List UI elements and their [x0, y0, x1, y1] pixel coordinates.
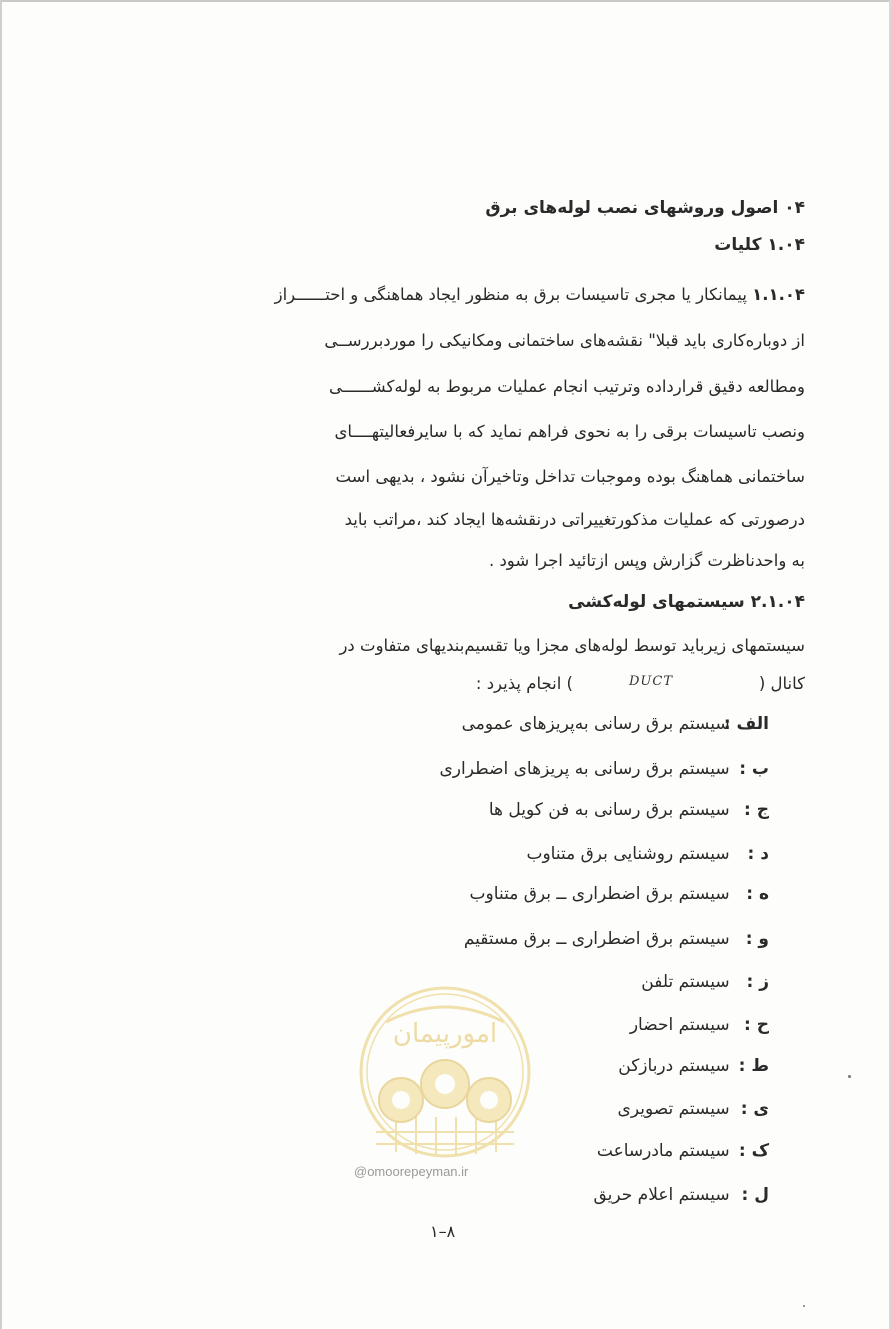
list-item-text: سیستم روشنایی برق متناوب [526, 844, 730, 864]
list-item-text: سیستم تصویری [617, 1099, 730, 1119]
list-item-key: ی : [740, 1099, 769, 1119]
list-item-text: سیستم دربازکن [618, 1056, 730, 1076]
list-item-text: سیستم برق اضطراری ــ برق مستقیم [463, 929, 730, 949]
section-1-line-3: ومطالعه دقیق قرارداده وترتیب انجام عملیات مربوط به لوله‌کشــــــی [328, 377, 805, 396]
list-item [489, 800, 769, 820]
duct-term: DUCT [629, 674, 673, 689]
section-1-line-2: از دوباره‌کاری باید قبلا" نقشه‌های ساختمانی ومکانیکی را موردبررســی [324, 331, 805, 350]
list-item-key: ه : [746, 884, 769, 904]
list-item [597, 1141, 769, 1161]
page-border-left [0, 0, 2, 1329]
section-2-duct-prefix: کانال ( [758, 674, 805, 693]
section-2-duct-suffix: ) انجام پذیرد : [475, 674, 573, 693]
list-item [630, 1015, 769, 1035]
list-item-key: ل : [741, 1185, 769, 1205]
general-heading: ۱.۰۴ کلیات [714, 235, 805, 255]
list-item [470, 884, 769, 904]
page-border-top [0, 0, 891, 2]
section-1-number: ۱.۱.۰۴ [752, 285, 805, 304]
list-item-key: ک : [738, 1141, 769, 1161]
section-1-line-6: درصورتی که عملیات مذکورتغییراتی درنقشه‌ها ایجاد کند ،مراتب باید [344, 510, 805, 529]
section-1-text-1: پیمانکار یا مجری تاسیسات برق به منظور ایجاد هماهنگی و احتــــــراز [274, 285, 747, 304]
list-item-key: د : [747, 844, 769, 864]
list-item-key: ح : [744, 1015, 769, 1035]
list-item-text: سیستم مادرساعت [596, 1141, 730, 1161]
list-item [593, 1185, 769, 1205]
list-item-key: الف : [723, 714, 769, 734]
list-item-text: سیستم احضار [629, 1015, 730, 1035]
list-item-key: ز : [746, 972, 769, 992]
list-item [464, 929, 769, 949]
list-item [641, 972, 769, 992]
section-1-line-1 [275, 283, 805, 307]
list-item-text: سیستم برق رسانی به پریزهای اضطراری [439, 759, 730, 779]
scan-speck [848, 1075, 851, 1078]
list-item-text: سیستم برق رسانی به‌پریزهای عمومی [461, 714, 730, 734]
watermark-logo-icon [356, 982, 534, 1162]
list-item-key: و : [745, 929, 769, 949]
section-1-line-5: ساختمانی هماهنگ بوده وموجبات تداخل وتاخیرآن نشود ، بدیهی است [335, 467, 805, 486]
list-item [462, 714, 769, 734]
scan-speck [803, 1305, 805, 1307]
list-item-text: سیستم برق اضطراری ــ برق متناوب [469, 884, 730, 904]
list-item [618, 1099, 769, 1119]
list-item-key: ط : [738, 1056, 769, 1076]
watermark-logo-text: امورپیمان [392, 1019, 498, 1049]
section-1-line-4: ونصب تاسیسات برقی را به نحوی فراهم نماید که با سایرفعالیتهــــای [334, 422, 805, 441]
list-item [618, 1056, 769, 1076]
list-item-text: سیستم برق رسانی به فن کویل ها [488, 800, 730, 820]
watermark-url: @omoorepeyman.ir [354, 1164, 469, 1179]
section-1-line-7: به واحدناظرت گزارش وپس ازتائید اجرا شود . [488, 551, 805, 570]
list-item-text: سیستم اعلام حریق [593, 1185, 730, 1205]
list-item [440, 759, 770, 779]
section-2-title: ۲.۱.۰۴ سیستمهای لوله‌کشی [568, 592, 805, 612]
list-item-text: سیستم تلفن [641, 972, 730, 992]
main-heading: ۰۴ اصول وروشهای نصب لوله‌های برق [485, 198, 805, 218]
list-item [526, 844, 769, 864]
section-2-intro: سیستمهای زیرباید توسط لوله‌های مجزا ویا تقسیم‌بندیهای متفاوت در [339, 636, 805, 655]
list-item-key: ب : [739, 759, 769, 779]
list-item-key: ج : [744, 800, 769, 820]
page-number: ۸–۱ [430, 1222, 456, 1241]
